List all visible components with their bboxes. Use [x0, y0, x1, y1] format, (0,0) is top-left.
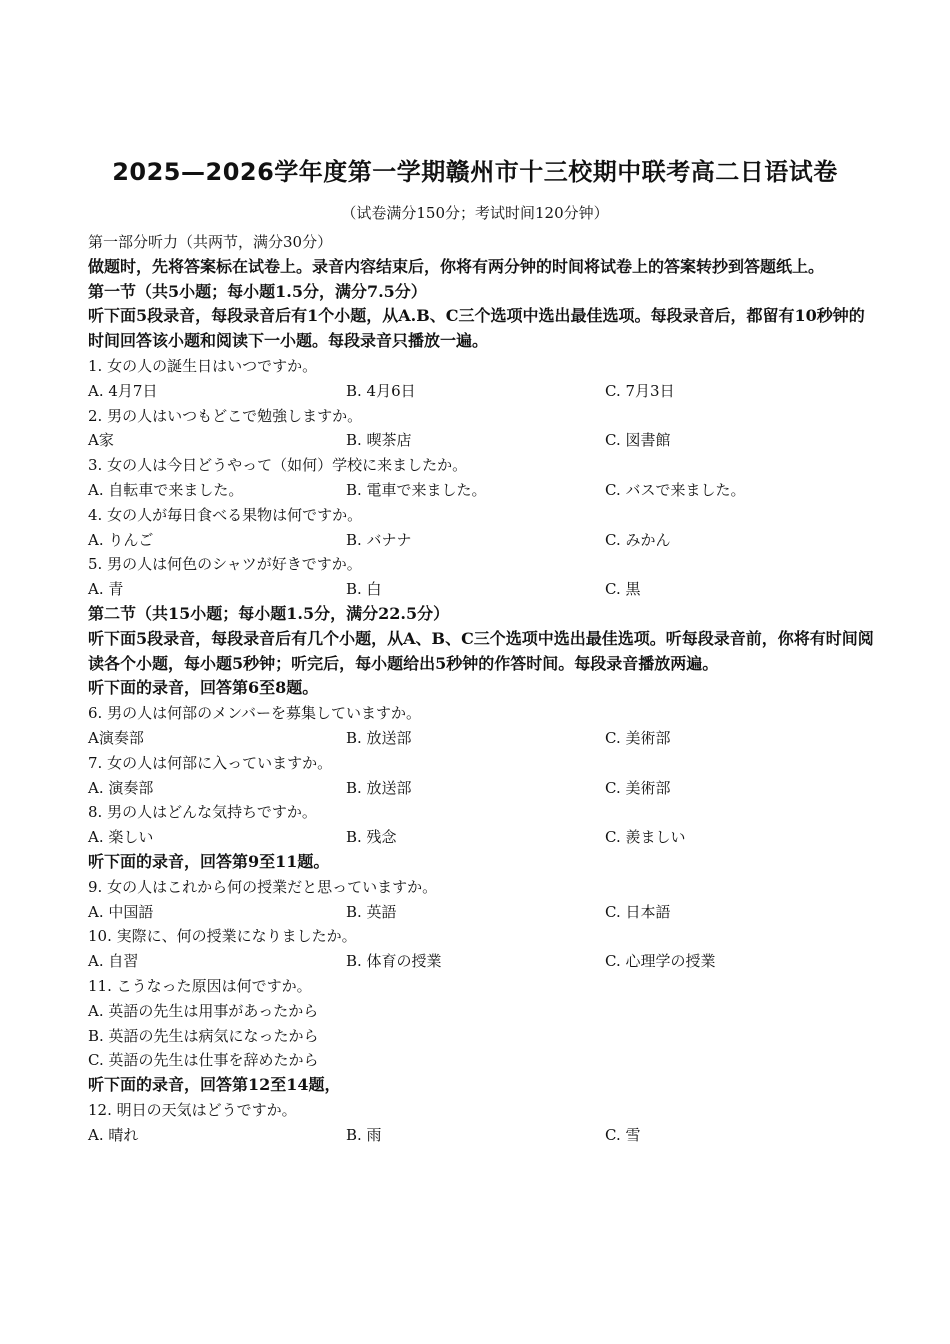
exam-content	[88, 230, 878, 1147]
option-a: A. 自転車で来ました。	[88, 480, 244, 499]
question-11: 11. こうなった原因は何ですか。	[88, 976, 312, 995]
option-a: A. りんご	[88, 530, 154, 549]
option-c: C. 黒	[605, 580, 641, 599]
question-1: 1. 女の人の誕生日はいつですか。	[88, 356, 318, 375]
option-a: A. 中国語	[88, 902, 154, 921]
question-9-options	[88, 900, 878, 925]
option-a: A. 晴れ	[88, 1125, 139, 1144]
question-3: 3. 女の人は今日どうやって（如何）学校に来ましたか。	[88, 456, 468, 475]
question-4-options	[88, 528, 878, 553]
part1-instruction: 做题时，先将答案标在试卷上。录音内容结束后，你将有两分钟的时间将试卷上的答案转抄到答题纸上。	[88, 256, 825, 276]
question-12-options	[88, 1123, 878, 1148]
option-c: C. 7月3日	[605, 381, 675, 400]
option-b: B. 白	[346, 580, 382, 599]
option-c: C. 日本語	[605, 902, 671, 921]
option-c: C. 図書館	[605, 431, 671, 450]
option-b: B. 電車で来ました。	[346, 480, 487, 499]
question-7-options	[88, 776, 878, 801]
option-a: A演奏部	[88, 728, 144, 747]
option-a: A. 演奏部	[88, 778, 154, 797]
question-4: 4. 女の人が毎日食べる果物は何ですか。	[88, 505, 363, 524]
exam-subtitle: （试卷满分150分；考试时间120分钟）	[341, 204, 609, 222]
question-3-options	[88, 478, 878, 503]
question-5-options	[88, 577, 878, 602]
option-b: B. バナナ	[346, 530, 412, 549]
option-a: A. 自習	[88, 952, 139, 971]
option-b: B. 放送部	[346, 778, 412, 797]
option-c: C. 英語の先生は仕事を辞めたから	[88, 1051, 319, 1070]
option-a: A家	[88, 431, 114, 450]
question-8-options	[88, 825, 878, 850]
question-6-options	[88, 726, 878, 751]
option-c: C. 美術部	[605, 728, 671, 747]
option-b: B. 雨	[346, 1125, 382, 1144]
question-2: 2. 男の人はいつもどこで勉強しますか。	[88, 406, 363, 425]
question-6: 6. 男の人は何部のメンバーを募集していますか。	[88, 704, 422, 723]
section1-instruction: 听下面5段录音，每段录音后有1个小题，从A.B、C三个选项中选出最佳选项。每段录音后，都留有10秒钟的时间回答该小题和阅读下一小题。每段录音只播放一遍。	[88, 306, 865, 351]
section2-instruction: 听下面5段录音，每段录音后有几个小题，从A、B、C三个选项中选出最佳选项。听每段录音前，你将有时间阅读各个小题，每小题5秒钟；听完后，每小题给出5秒钟的作答时间。每段录音播放两遍。	[88, 628, 874, 673]
group-2-heading: 听下面的录音，回答第9至11题。	[88, 851, 330, 871]
section1-heading: 第一节（共5小题；每小题1.5分，满分7.5分）	[88, 281, 427, 301]
exam-title: 2025—2026学年度第一学期赣州市十三校期中联考高二日语试卷	[112, 158, 838, 186]
option-c: C. バスで来ました。	[605, 480, 746, 499]
group-1-heading: 听下面的录音，回答第6至8题。	[88, 678, 319, 698]
question-5: 5. 男の人は何色のシャツが好きですか。	[88, 555, 362, 574]
option-b: B. 英語の先生は病気になったから	[88, 1026, 319, 1045]
question-10: 10. 実際に、何の授業になりましたか。	[88, 927, 357, 946]
option-b: B. 4月6日	[346, 381, 416, 400]
option-c: C. 美術部	[605, 778, 671, 797]
option-c: C. みかん	[605, 530, 671, 549]
option-b: B. 体育の授業	[346, 952, 442, 971]
question-7: 7. 女の人は何部に入っていますか。	[88, 753, 333, 772]
option-b: B. 放送部	[346, 728, 412, 747]
option-b: B. 英語	[346, 902, 397, 921]
option-a: A. 青	[88, 580, 124, 599]
question-2-options	[88, 428, 878, 453]
option-a: A. 4月7日	[88, 381, 158, 400]
question-8: 8. 男の人はどんな気持ちですか。	[88, 803, 317, 822]
question-9: 9. 女の人はこれから何の授業だと思っていますか。	[88, 877, 438, 896]
question-1-options	[88, 379, 878, 404]
option-c: C. 雪	[605, 1125, 641, 1144]
option-b: B. 残念	[346, 828, 397, 847]
group-3-heading: 听下面的录音，回答第12至14题，	[88, 1075, 341, 1095]
question-12: 12. 明日の天気はどうですか。	[88, 1100, 297, 1119]
option-c: C. 心理学の授業	[605, 952, 716, 971]
option-a: A. 英語の先生は用事があったから	[88, 1001, 319, 1020]
option-b: B. 喫茶店	[346, 431, 412, 450]
option-c: C. 羨ましい	[605, 828, 686, 847]
option-a: A. 楽しい	[88, 828, 154, 847]
part1-heading: 第一部分听力（共两节，满分30分）	[88, 233, 333, 251]
section2-heading: 第二节（共15小题；每小题1.5分，满分22.5分）	[88, 603, 450, 623]
question-10-options	[88, 949, 878, 974]
